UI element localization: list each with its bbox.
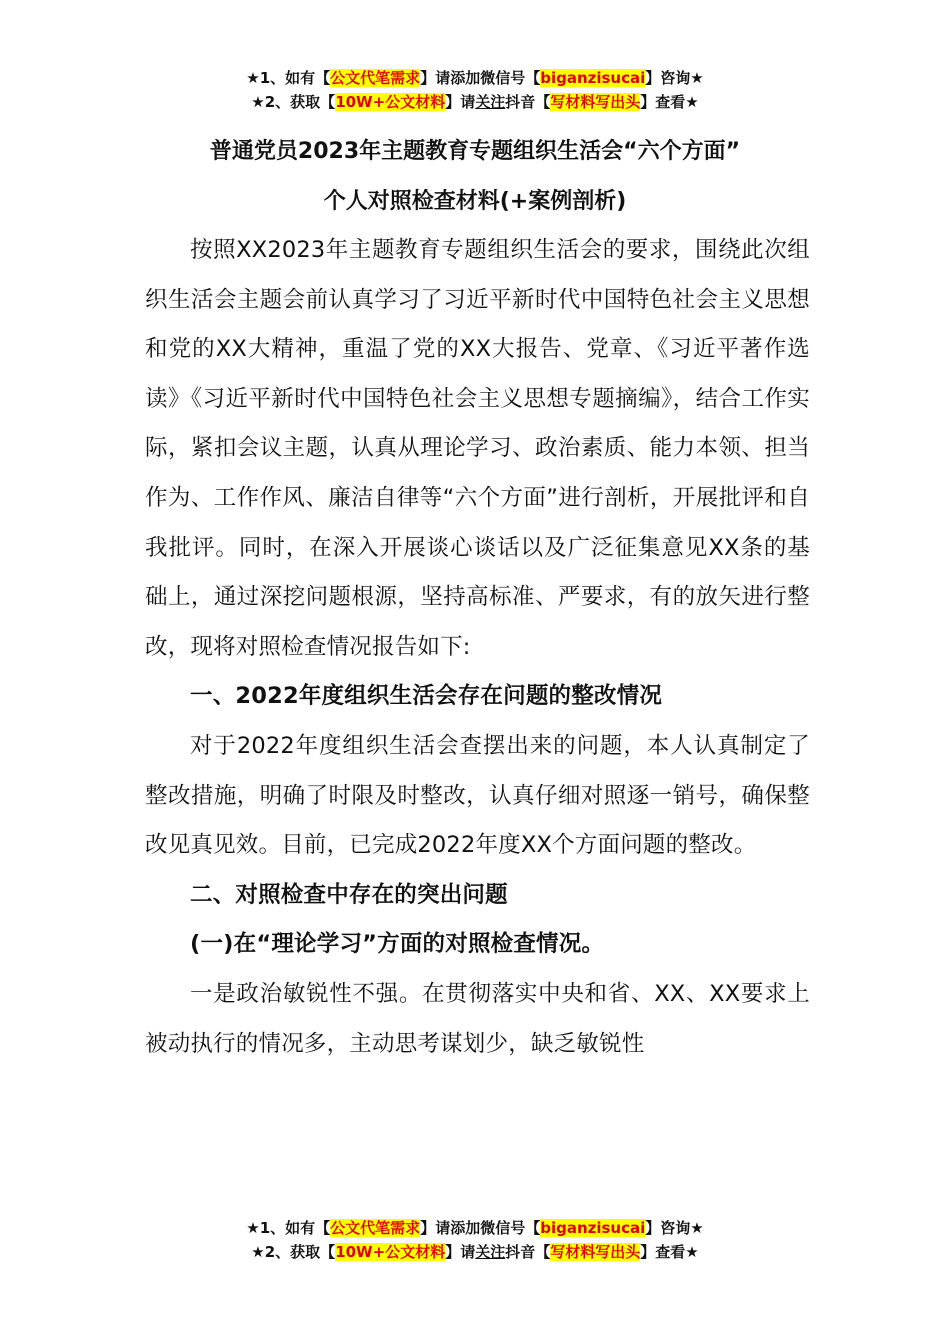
highlight-wechat-id: biganzisucai — [540, 69, 646, 87]
banner-text: 】咨询★ — [645, 69, 704, 87]
banner-text: ★1、如有【 — [246, 1219, 331, 1237]
highlight-materials: 10W+公文材料 — [335, 93, 446, 111]
document-body — [145, 226, 810, 1069]
banner-text: 】查看★ — [640, 1243, 699, 1261]
highlight-materials: 10W+公文材料 — [335, 1243, 446, 1261]
subsection-1-paragraph: 一是政治敏锐性不强。在贯彻落实中央和省、XX、XX要求上被动执行的情况多，主动思考谋划少，缺乏敏锐性 — [145, 980, 810, 1057]
banner-text: 抖音【 — [505, 1243, 551, 1261]
banner-line-2 — [0, 1240, 950, 1264]
banner-underlined-text: 关注 — [475, 93, 506, 111]
footer-banner — [0, 1216, 950, 1264]
section-1-heading: 一、2022年度组织生活会存在问题的整改情况 — [190, 683, 663, 710]
section-2-heading: 二、对照检查中存在的突出问题 — [190, 881, 508, 908]
highlight-service: 公文代笔需求 — [330, 69, 421, 87]
banner-line-1 — [0, 66, 950, 90]
banner-line-1 — [0, 1216, 950, 1240]
banner-text: ★1、如有【 — [246, 69, 331, 87]
banner-text: 】请添加微信号【 — [420, 69, 541, 87]
document-title-line-1: 普通党员2023年主题教育专题组织生活会“六个方面” — [209, 139, 741, 164]
header-banner — [0, 66, 950, 114]
highlight-service: 公文代笔需求 — [330, 1219, 421, 1237]
banner-text: 】请添加微信号【 — [420, 1219, 541, 1237]
intro-paragraph: 按照XX2023年主题教育专题组织生活会的要求，围绕此次组织生活会主题会前认真学习了习近平新时代中国特色社会主义思想和党的XX大精神，重温了党的XX大报告、党章、《习近平著作选读》《习近平新时代中国特色社会主义思想专题摘编》，结合工作实际，紧扣会议主题，认真从理论学习、政治素质、能力本领、担当作为、工作作风、廉洁自律等“六个方面”进行剖析，开展批评和自我批评。同时，在深入开展谈心谈话以及广泛征集意见XX条的基础上，通过深挖问题根源，坚持高标准、严要求，有的放矢进行整改，现将对照检查情况报告如下: — [145, 237, 810, 660]
banner-line-2 — [0, 90, 950, 114]
banner-text: 】请 — [445, 1243, 476, 1261]
banner-text: 抖音【 — [505, 93, 551, 111]
highlight-douyin-account: 写材料写出头 — [550, 1243, 641, 1261]
document-title-line-2: 个人对照检查材料(+案例剖析) — [323, 189, 627, 214]
banner-text: ★2、获取【 — [251, 93, 336, 111]
section-1-paragraph: 对于2022年度组织生活会查摆出来的问题，本人认真制定了整改措施，明确了时限及时整改，认真仔细对照逐一销号，确保整改见真见效。目前，已完成2022年度XX个方面问题的整改。 — [145, 732, 810, 859]
banner-underlined-text: 关注 — [475, 1243, 506, 1261]
subsection-1-heading: (一)在“理论学习”方面的对照检查情况。 — [190, 931, 605, 958]
highlight-wechat-id: biganzisucai — [540, 1219, 646, 1237]
banner-text: 】查看★ — [640, 93, 699, 111]
highlight-douyin-account: 写材料写出头 — [550, 93, 641, 111]
banner-text: 】咨询★ — [645, 1219, 704, 1237]
banner-text: 】请 — [445, 93, 476, 111]
banner-text: ★2、获取【 — [251, 1243, 336, 1261]
